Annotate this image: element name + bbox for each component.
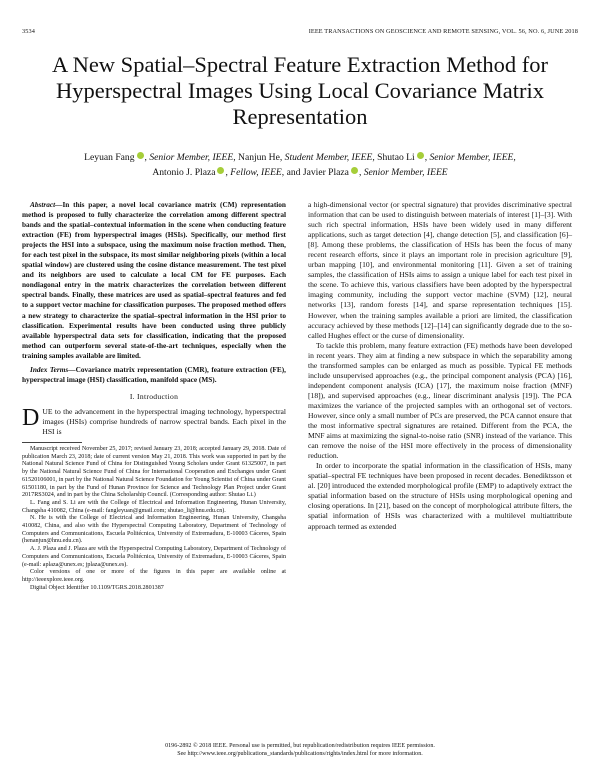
author-name: Antonio J. Plaza: [152, 167, 216, 178]
index-terms-text: Covariance matrix representation (CMR), feature extraction (FE), hyperspectral image (HSI) classification, manifold space (MS).: [22, 364, 286, 384]
section-heading: I. Introduction: [129, 391, 179, 401]
body-paragraph: In order to incorporate the spatial information in the classification of HSIs, many spatial–spectral FE techniques have been proposed in recent decades. Benediktsson et al. [20] introduced the extended morphological profile (EMP) to adaptively extract the spatial information based on the structure of HSIs using morphological opening and closing operations. In [21], based on the concept of morphological attribute filters, the spatial information of HSIs was characterized with a multilevel multiattribute approach termed as extended: [308, 461, 572, 531]
footnote: Color versions of one or more of the figures in this paper are available online at http://ieeexplore.ieee.org.: [22, 569, 286, 583]
author-role: Senior Member, IEEE: [429, 152, 514, 163]
author-name: Javier Plaza: [302, 167, 349, 178]
orcid-icon[interactable]: [137, 152, 144, 159]
author-4: Antonio J. Plaza , Fellow, IEEE: [152, 167, 282, 178]
author-role: Senior Member, IEEE: [149, 152, 234, 163]
footnote: L. Fang and S. Li are with the College of Electrical and Information Engineering, Hunan University, Changsha 410082, China (e-mail: fangleyuan@gmail.com; shutao_li@hnu.edu.cn).: [22, 499, 286, 514]
author-separator: ,: [424, 152, 428, 163]
abstract-label: Abstract—: [30, 200, 63, 209]
page-number: 3534: [22, 28, 35, 35]
author-separator: ,: [144, 152, 150, 163]
body-paragraph: To tackle this problem, many feature extraction (FE) methods have been developed in recent years. They aim at finding a new subspace in which the separability among the transformed samples can be enlarged as much as possible. Typical FE methods include unsupervised approaches (e.g., the principal component analysis (PCA) [16], independent component analysis (ICA) [17], the maximum noise fraction (MNF) [18]), and supervised approaches (e.g., linear discriminant analysis [19]). The PCA maximizes the variance of the projected samples with an orthogonal set of vectors. However, since only a small number of PCs are preserved, the PCA cannot ensure that the most informative spectral signatures are retained. Different from the PCA, the MNF aims at maximizing the signal-to-noise ratio (SNR) instead of the variance. This can remove the noise of the HSI more effectively in the process of dimensionality reduction.: [308, 340, 572, 461]
journal-header: IEEE TRANSACTIONS ON GEOSCIENCE AND REMOTE SENSING, VOL. 56, NO. 6, JUNE 2018: [308, 28, 578, 35]
author-list: Leyuan Fang , Senior Member, IEEE, Nanjun He, Student Member, IEEE, Shutao Li , Senior Member, IEEE, Antonio J. Plaza , Fellow, IEEE, and Javier Plaza , Senior Member, IEEE: [84, 152, 516, 178]
author-5: Javier Plaza , Senior Member, IEEE: [302, 167, 448, 178]
author-2: [238, 152, 372, 163]
rights-link-line[interactable]: See http://www.ieee.org/publications_standards/publications/rights/index.html for more information.: [177, 751, 423, 757]
footnote: A. J. Plaza and J. Plaza are with the Hyperspectral Computing Laboratory, Department of Technology of Computers and Communications, Escuela Politécnica, University of Extremadura, E-10003 Cáceres, Spain (e-mail: aplaza@unex.es; jplaza@unex.es).: [22, 546, 286, 568]
author-1: [84, 152, 233, 163]
paper-title: A New Spatial–Spectral Feature Extraction Method for Hyperspectral Images Using Local Covariance Matrix Representation: [51, 52, 549, 129]
footnote: Manuscript received November 25, 2017; revised January 23, 2018; accepted January 29, 2018. Date of publication March 23, 2018; date of current version May 21, 2018. This work was supported in part by the National Natural Science Fund of China for Distinguished Young Scholars under Grant 61325007, in part by the National Natural Science Fund of China for International Cooperation and Exchanges under Grant 61520106001, in part by the National Natural Science Foundation for Young Scientist of China under Grant 61501180, in part by the Fund of Hunan Province for Science and Technology Plan Project under Grant 2017RS3024, and in part by the China Scholarship Council. (Corresponding author: Shutao Li.): [22, 446, 286, 499]
author-role: Fellow, IEEE: [230, 167, 282, 178]
orcid-icon[interactable]: [217, 167, 224, 174]
orcid-icon[interactable]: [351, 167, 358, 174]
copyright-footer: [20, 742, 580, 758]
author-name: Shutao Li: [377, 152, 415, 163]
footnote-rule: [22, 442, 82, 443]
footnote: N. He is with the College of Electrical and Information Engineering, Hunan University, Changsha 410082, China, and also with the Hyperspectral Computing Laboratory, Department of Technology of Computers and Communications, Escuela Politécnica, University of Extremadura, E-10003 Cáceres, Spain (henanjun@hnu.edu.cn).: [22, 515, 286, 545]
index-terms: [22, 365, 286, 385]
body-paragraph: a high-dimensional vector (or spectral signature) that provides discriminative spectral information that can be used to distinguish between materials of interest [1]–[3]. With such rich spectral information, HSIs have been widely used in many different applications, such as target detection [4], change detection [5], and classification [6]–[8]. Among these problems, the classification of HSIs has been the focus of many recent research efforts, since it plays an important role in precision agriculture [9], urban mapping [10], and environmental monitoring [11]. Given a set of training samples, the classification of HSIs aims to assign a unique label for each test pixel in the scene. To achieve this, various classifiers have been adopted by the hyperspectral imaging community, including the support vector machine (SVM) [12], neural networks [13], random forests [14], and sparse representation techniques [15]. However, when the training samples available a priori are limited, the classification accuracy achieved by these methods [12]–[14] can significantly degrade due to the so-called Hughes effect or the curse of dimensionality.: [308, 200, 572, 340]
left-column: [22, 200, 286, 592]
abstract-text: In this paper, a novel local covariance matrix (CM) representation method is proposed to fully characterize the correlation among different spectral bands and the spatial–contextual information in the scene when conducting feature extraction (FE) from hyperspectral images (HSIs). Specifically, our method first projects the HSI into a subspace, using the maximum noise fraction method. Then, for each test pixel in the subspace, its most similar neighboring pixels (within a local spatial window) are clustered using the cosine distance measurement. The test pixel and its neighbors are used to calculate a local CM for FE purposes. Each nondiagonal entry in the matrix characterizes the correlation between different spectral bands. Finally, these matrices are used as spatial–spectral features and fed to a support vector machine for classification purposes. The proposed method offers a new strategy to characterize the spatial–spectral information in the HSI prior to classification. Experimental results have been conducted using three publicly available hyperspectral data sets for classification, indicating that the proposed method can outperform several state-of-the-art techniques, especially when the training samples available are limited.: [22, 200, 286, 360]
copyright-line: 0196-2892 © 2018 IEEE. Personal use is permitted, but republication/redistribution requires IEEE permission.: [165, 743, 435, 749]
intro-text: UE to the advancement in the hyperspectral imaging technology, hyperspectral images (HSIs) comprise hundreds of narrow spectral bands. Each pixel in the HSI is: [42, 406, 286, 436]
footnote: Digital Object Identifier 10.1109/TGRS.2018.2801387: [30, 584, 164, 591]
author-separator: ,: [279, 152, 285, 163]
index-terms-label: Index Terms—: [30, 364, 76, 374]
author-separator: , and: [281, 167, 303, 178]
author-name: Leyuan Fang: [84, 152, 135, 163]
author-role: Student Member, IEEE: [284, 152, 373, 163]
author-name: Nanjun He: [238, 152, 280, 163]
abstract: [22, 200, 286, 361]
author-3: [377, 152, 513, 163]
orcid-icon[interactable]: [417, 152, 424, 159]
intro-paragraph: [22, 404, 286, 437]
drop-cap: D: [22, 404, 40, 431]
author-role: Senior Member, IEEE: [363, 167, 448, 178]
running-head: [22, 28, 578, 38]
right-column: [308, 200, 572, 532]
